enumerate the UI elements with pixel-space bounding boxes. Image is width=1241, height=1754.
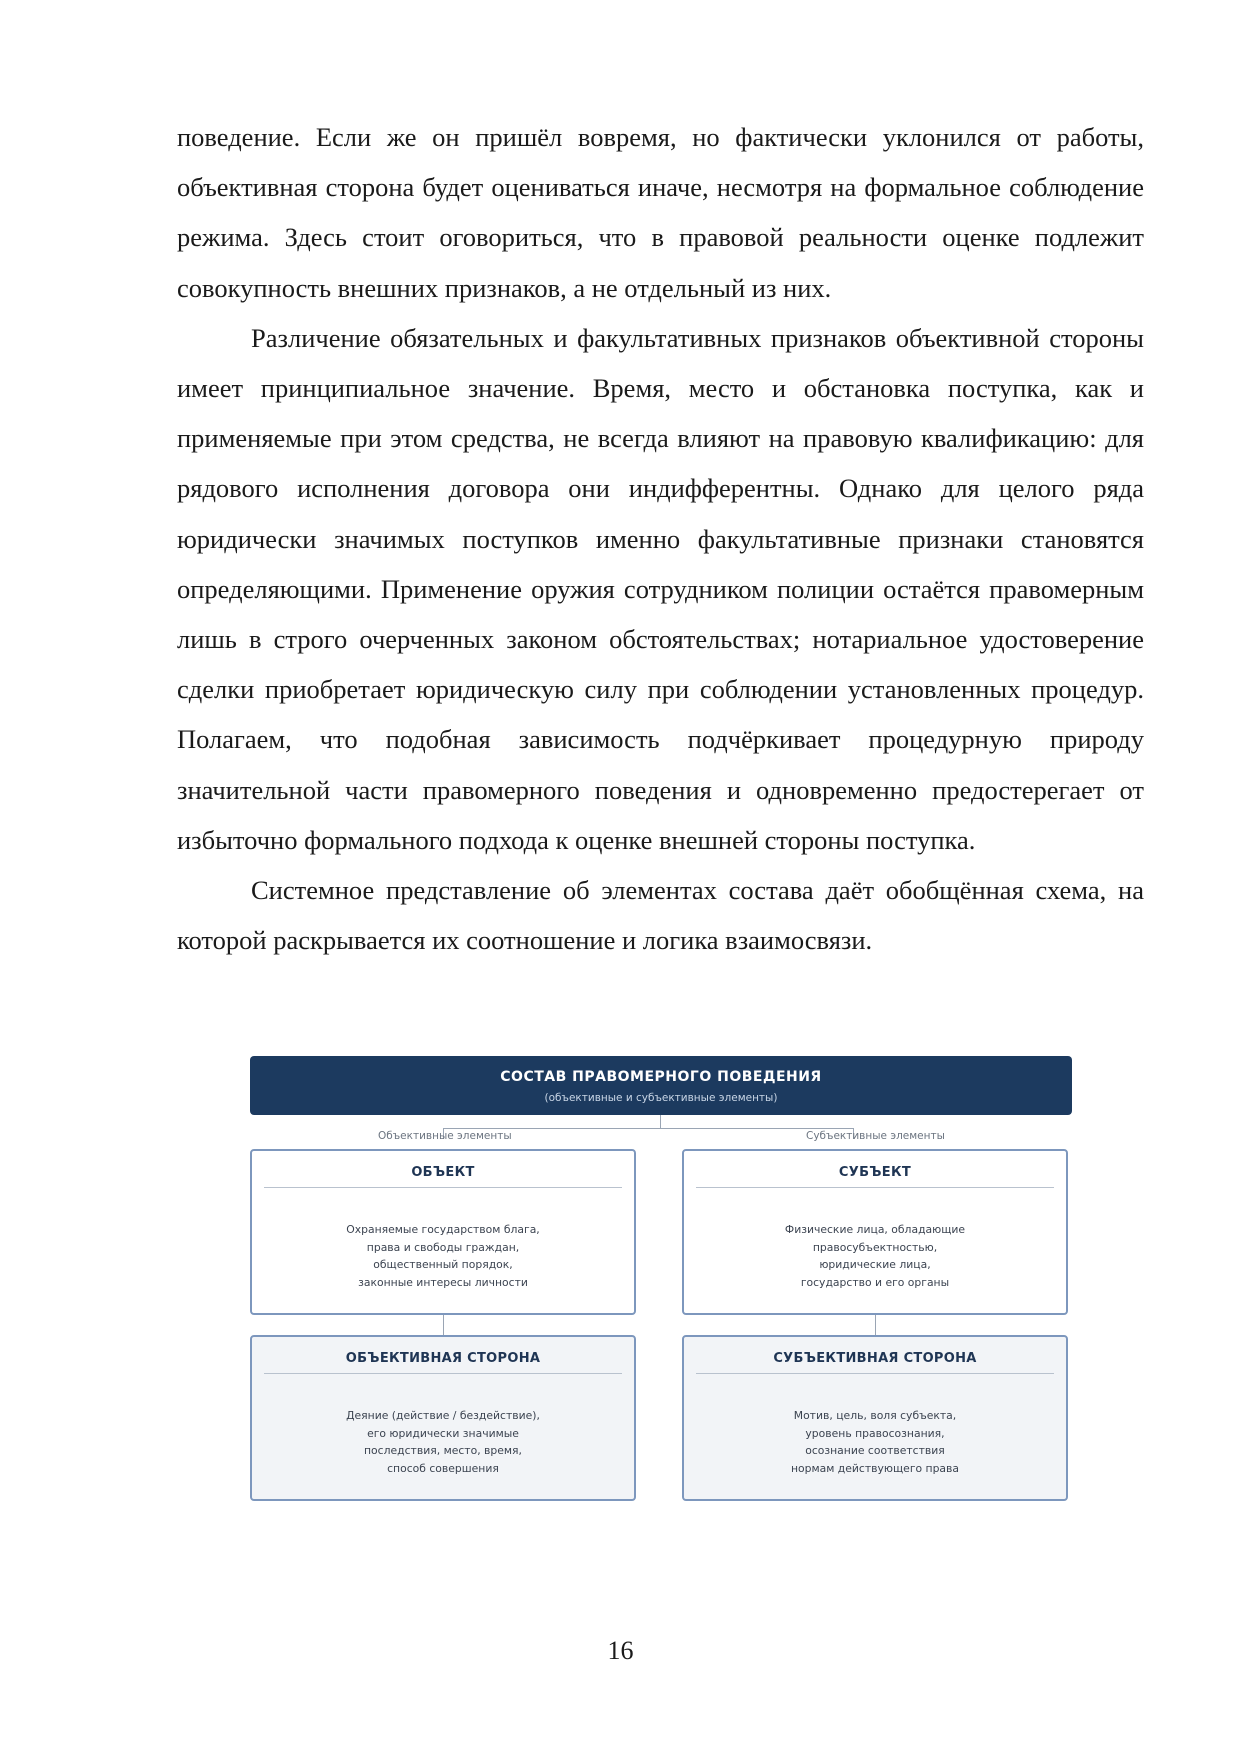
connector-object-objective-side [443, 1315, 444, 1335]
object-line: Охраняемые государством блага, [346, 1223, 540, 1236]
objective-side-description [262, 1407, 624, 1477]
right-category-label: Субъективные элементы [806, 1130, 945, 1142]
object-title: ОБЪЕКТ [411, 1165, 475, 1180]
subjective-side-box [682, 1335, 1068, 1501]
object-line: общественный порядок, [373, 1258, 513, 1271]
paragraph-3: Системное представление об элементах состава даёт обобщённая схема, на которой раскрывается их соотношение и логика взаимосвязи. [177, 875, 1144, 956]
diagram-subtitle: (объективные и субъективные элементы) [544, 1092, 778, 1104]
divider [696, 1187, 1054, 1188]
structure-diagram [250, 1056, 1072, 1500]
object-line: права и свободы граждан, [366, 1240, 520, 1254]
subjective-side-line: нормам действующего права [790, 1461, 960, 1475]
subject-description [694, 1221, 1056, 1291]
paragraph-1: поведение. Если же он пришёл вовремя, но фактически уклонился от работы, объективная сторона будет оцениваться иначе, несмотря на формальное соблюдение режима. Здесь стоит оговориться, что в правовой реальности оценке подлежит совокупность внешних признаков, а не отдельный из них. [177, 122, 1144, 303]
subject-line: правосубъектностью, [812, 1240, 938, 1254]
body-text [177, 112, 1144, 965]
subjective-side-line: Мотив, цель, воля субъекта, [793, 1409, 957, 1422]
diagram-title: СОСТАВ ПРАВОМЕРНОГО ПОВЕДЕНИЯ [500, 1069, 822, 1085]
object-line: законные интересы личности [358, 1275, 528, 1289]
subjective-side-line: осознание соответствия [805, 1444, 945, 1457]
connector-center-vertical [660, 1115, 661, 1128]
subject-line: Физические лица, обладающие [784, 1223, 966, 1236]
objective-side-box [250, 1335, 636, 1501]
objective-side-title: ОБЪЕКТИВНАЯ СТОРОНА [345, 1351, 541, 1366]
subject-title: СУБЪЕКТ [838, 1165, 912, 1180]
connector-subject-subjective-side [875, 1315, 876, 1335]
objective-side-line: его юридически значимые [367, 1426, 519, 1440]
left-category-label: Объективные элементы [378, 1130, 512, 1142]
subject-line: юридические лица, [819, 1258, 931, 1271]
subject-line: государство и его органы [800, 1275, 950, 1289]
divider [264, 1187, 622, 1188]
object-box [250, 1149, 636, 1315]
subjective-side-line: уровень правосознания, [805, 1426, 945, 1440]
divider [696, 1373, 1054, 1374]
connector-horizontal [443, 1128, 853, 1129]
objective-side-line: способ совершения [387, 1461, 499, 1475]
paragraph-2: Различение обязательных и факультативных признаков объективной стороны имеет принципиальное значение. Время, место и обстановка поступка, как и применяемые при этом средства, не всегда влияют на правовую квалификацию: для рядового исполнения договора они индифферентны. Однако для целого ряда юридически значимых поступков именно факультативные признаки становятся определяющими. Применение оружия сотрудником полиции остаётся правомерным лишь в строго очерченных законом обстоятельствах; нотариальное удостоверение сделки приобретает юридическую силу при соблюдении установленных процедур. Полагаем, что подобная зависимость подчёркивает процедурную природу значительной части правомерного поведения и одновременно предостерегает от избыточно формального подхода к оценке внешней стороны поступка. [177, 322, 1144, 855]
page-number: 16 [607, 1636, 634, 1665]
subjective-side-description [694, 1407, 1056, 1477]
subjective-side-title: СУБЪЕКТИВНАЯ СТОРОНА [773, 1351, 977, 1366]
subject-box [682, 1149, 1068, 1315]
diagram-header [250, 1056, 1072, 1115]
objective-side-line: последствия, место, время, [364, 1444, 522, 1457]
object-description [262, 1221, 624, 1291]
divider [264, 1373, 622, 1374]
objective-side-line: Деяние (действие / бездействие), [346, 1409, 540, 1422]
